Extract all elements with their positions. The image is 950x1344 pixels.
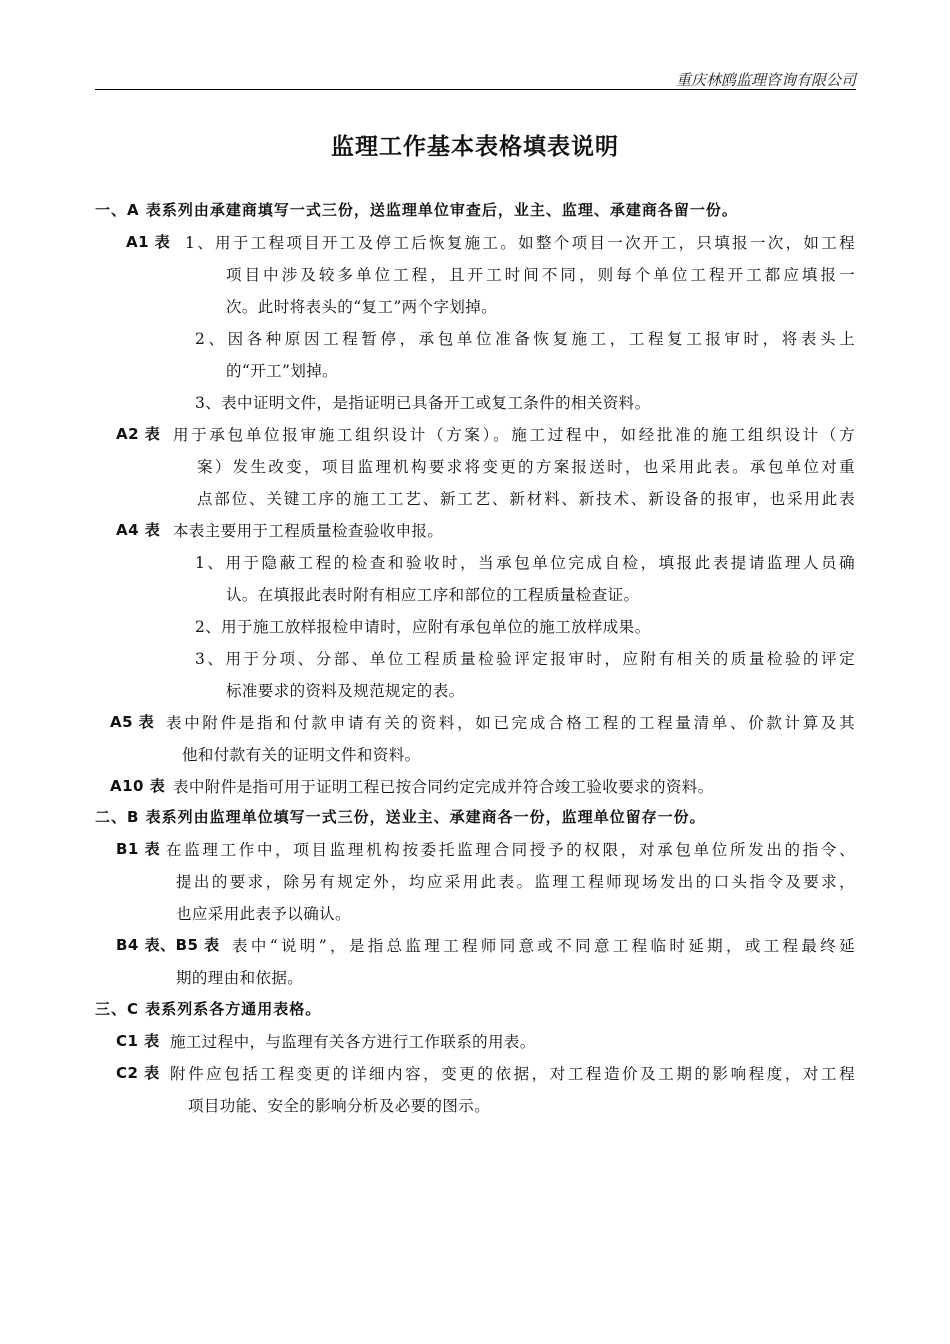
a4-label: A4 表 [116,521,161,539]
a4-line1: 本表主要用于工程质量检查验收申报。 [173,522,444,540]
a4-item1-line2: 认。在填报此表时附有相应工序和部位的工程质量检查证。 [226,586,640,604]
section-2-heading: 二、B 表系列由监理单位填写一式三份，送业主、承建商各一份，监理单位留存一份。 [95,808,706,826]
c1-label: C1 表 [116,1032,160,1050]
b4b5-line1: 表中“说明”，是指总监理工程师同意或不同意工程临时延期，或工程最终延 [232,937,855,955]
b4b5-label: B4 表、B5 表 [116,936,220,954]
section-3-heading: 三、C 表系列系各方通用表格。 [95,1000,322,1018]
c2-line1: 附件应包括工程变更的详细内容，变更的依据，对工程造价及工期的影响程度，对工程 [170,1065,855,1083]
page-title: 监理工作基本表格填表说明 [331,134,619,160]
a1-item1-line1: 1、用于工程项目开工及停工后恢复施工。如整个项目一次开工，只填报一次，如工程 [185,234,855,252]
a2-line1: 用于承包单位报审施工组织设计（方案）。施工过程中，如经批准的施工组织设计（方 [173,426,855,444]
company-name: 重庆林鸥监理咨询有限公司 [675,71,856,89]
b1-label: B1 表 [116,840,161,858]
a4-item1-line1: 1、用于隐蔽工程的检查和验收时，当承包单位完成自检，填报此表提请监理人员确 [195,554,855,572]
a1-item3: 3、表中证明文件，是指证明已具备开工或复工条件的相关资料。 [195,394,651,412]
a4-item3-line1: 3、用于分项、分部、单位工程质量检验评定报审时，应附有相关的质量检验的评定 [195,650,855,668]
a1-label: A1 表 [126,233,171,251]
a1-item1-line2: 项目中涉及较多单位工程，且开工时间不同，则每个单位工程开工都应填报一 [226,266,855,284]
b1-line3: 也应采用此表予以确认。 [176,905,351,923]
a1-item2-line1: 2、因各种原因工程暂停，承包单位准备恢复施工，工程复工报审时，将表头上 [195,330,855,348]
a5-line1: 表中附件是指和付款申请有关的资料，如已完成合格工程的工程量清单、价款计算及其 [166,714,855,732]
a10-label: A10 表 [110,777,166,795]
b1-line2: 提出的要求，除另有规定外，均应采用此表。监理工程师现场发出的口头指令及要求， [176,873,855,891]
a4-item2: 2、用于施工放样报检申请时，应附有承包单位的施工放样成果。 [195,618,651,636]
a2-line2: 案）发生改变，项目监理机构要求将变更的方案报送时，也采用此表。承包单位对重 [197,458,855,476]
a2-label: A2 表 [116,425,161,443]
a1-item2-line2: 的“开工”划掉。 [226,362,339,380]
c2-label: C2 表 [116,1064,160,1082]
a1-item1-line3: 次。此时将表头的“复工”两个字划掉。 [226,298,498,316]
a2-line3: 点部位、关键工序的施工工艺、新工艺、新材料、新技术、新设备的报审，也采用此表 [197,490,855,508]
a5-label: A5 表 [110,713,155,731]
b1-line1: 在监理工作中，项目监理机构按委托监理合同授予的权限，对承包单位所发出的指令、 [166,841,855,859]
a5-line2: 他和付款有关的证明文件和资料。 [182,746,421,764]
header-divider [95,89,856,90]
c1-line1: 施工过程中，与监理有关各方进行工作联系的用表。 [170,1033,536,1051]
section-1-heading: 一、A 表系列由承建商填写一式三份，送监理单位审查后，业主、监理、承建商各留一份。 [95,201,738,219]
b4b5-line2: 期的理由和依据。 [176,969,304,987]
a4-item3-line2: 标准要求的资料及规范规定的表。 [226,682,465,700]
c2-line2: 项目功能、安全的影响分析及必要的图示。 [188,1097,491,1115]
a10-line1: 表中附件是指可用于证明工程已按合同约定完成并符合竣工验收要求的资料。 [173,778,714,796]
